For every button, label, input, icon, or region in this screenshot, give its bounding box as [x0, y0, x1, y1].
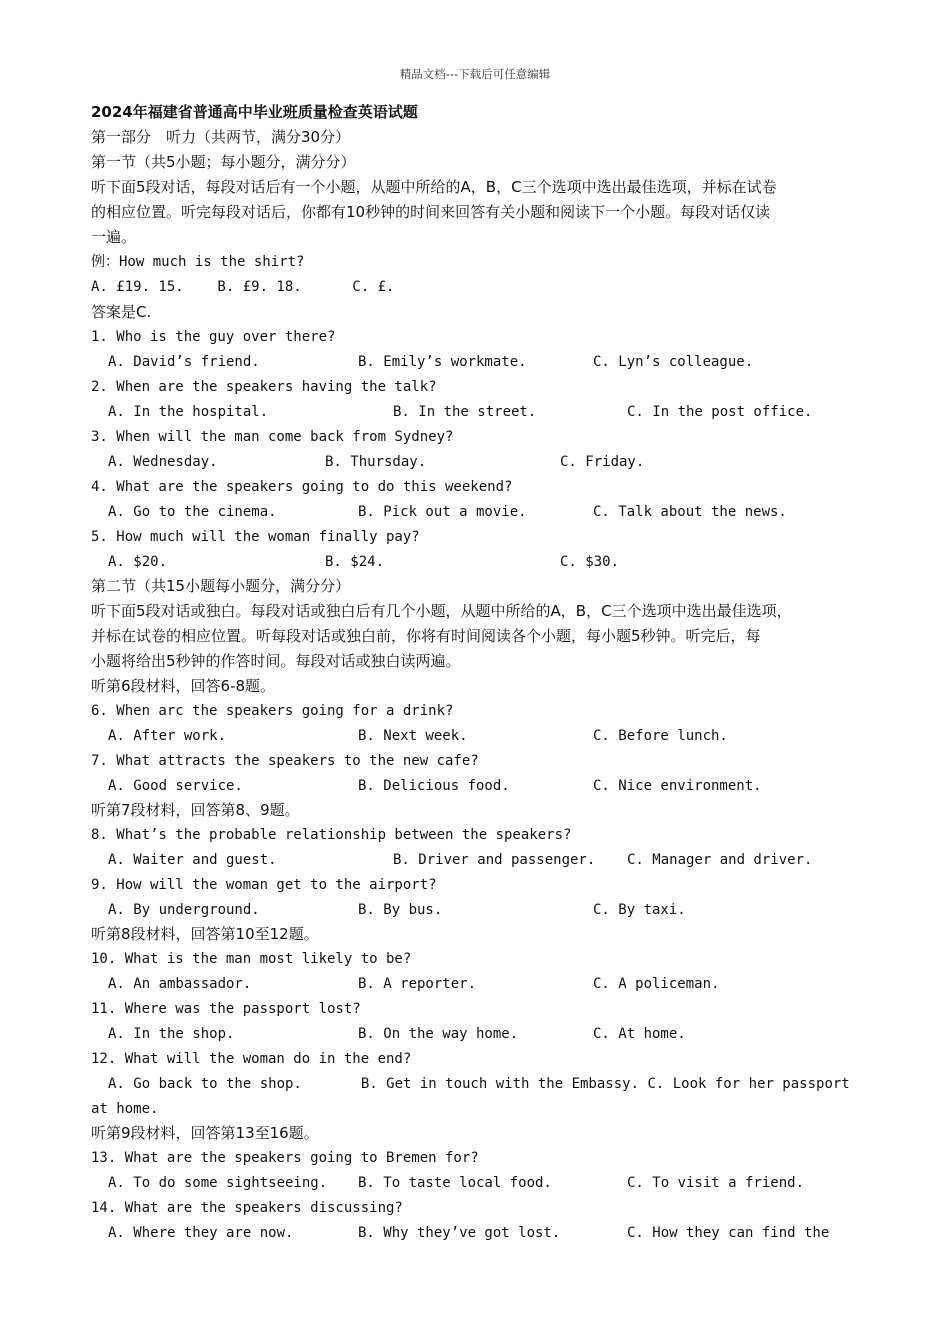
question-1: 1. Who is the guy over there?	[91, 329, 336, 345]
question-8: 8. What’s the probable relationship between the speakers?	[91, 827, 572, 843]
option-b: B. To taste local food.	[358, 1175, 552, 1191]
instruction-line: 听下面5段对话，每段对话后有一个小题，从题中所给的A，B，C三个选项中选出最佳选项，并标在试卷	[91, 178, 777, 196]
example-answer: 答案是C.	[91, 303, 152, 321]
option-c: C. By taxi.	[593, 902, 686, 918]
material-heading: 听第8段材料，回答第10至12题。	[91, 925, 319, 943]
option-c: C. Lyn’s colleague.	[593, 354, 754, 370]
option-b: B. Thursday.	[325, 454, 427, 470]
option-a: A. To do some sightseeing.	[108, 1175, 328, 1191]
option-b: B. By bus.	[358, 902, 443, 918]
options-line: A. Go back to the shop. B. Get in touch with the Embassy. C. Look for her passport	[108, 1076, 850, 1092]
instruction-line: 听下面5段对话或独白。每段对话或独白后有几个小题，从题中所给的A，B，C三个选项中选出最佳选项，	[91, 602, 792, 620]
option-c: C. Manager and driver.	[627, 852, 813, 868]
option-a: A. Good service.	[108, 778, 243, 794]
option-a: A. Wednesday.	[108, 454, 218, 470]
instruction-line: 的相应位置。听完每段对话后，你都有10秒钟的时间来回答有关小题和阅读下一个小题。每段对话仅读	[91, 203, 771, 221]
option-a: A. By underground.	[108, 902, 260, 918]
question-13: 13. What are the speakers going to Bremen for?	[91, 1150, 479, 1166]
option-c: C. Talk about the news.	[593, 504, 787, 520]
part-heading: 第一部分 听力（共两节，满分30分）	[91, 128, 351, 146]
option-a: A. In the hospital.	[108, 404, 269, 420]
question-2: 2. When are the speakers having the talk?	[91, 379, 437, 395]
document-title: 2024年福建省普通高中毕业班质量检查英语试题	[91, 103, 418, 121]
option-b: B. On the way home.	[358, 1026, 519, 1042]
question-6: 6. When arc the speakers going for a drink?	[91, 703, 454, 719]
option-b: B. Driver and passenger.	[393, 852, 596, 868]
section-heading: 第一节（共5小题；每小题分，满分分）	[91, 153, 356, 171]
page-header: 精品文档---下载后可任意编辑	[399, 67, 551, 81]
instruction-line: 小题将给出5秒钟的作答时间。每段对话或独白读两遍。	[91, 652, 461, 670]
instruction-line: 一遍。	[91, 228, 137, 246]
option-c: C. Friday.	[560, 454, 645, 470]
options-continuation: at home.	[91, 1101, 159, 1117]
option-b: B. Pick out a movie.	[358, 504, 527, 520]
option-c: C. $30.	[560, 554, 620, 570]
option-a: A. $20.	[108, 554, 168, 570]
option-b: B. In the street.	[393, 404, 537, 420]
question-5: 5. How much will the woman finally pay?	[91, 529, 420, 545]
section-heading: 第二节（共15小题每小题分，满分分）	[91, 577, 351, 595]
question-11: 11. Where was the passport lost?	[91, 1001, 361, 1017]
material-heading: 听第6段材料，回答6-8题。	[91, 677, 276, 695]
option-c: C. To visit a friend.	[627, 1175, 805, 1191]
material-heading: 听第9段材料，回答第13至16题。	[91, 1124, 319, 1142]
option-b: B. Next week.	[358, 728, 468, 744]
option-b: B. Why they’ve got lost.	[358, 1225, 561, 1241]
option-a: A. Where they are now.	[108, 1225, 294, 1241]
option-b: B. A reporter.	[358, 976, 477, 992]
option-c: C. In the post office.	[627, 404, 813, 420]
question-9: 9. How will the woman get to the airport?	[91, 877, 437, 893]
example-options: A. £19. 15. B. £9. 18. C. £.	[91, 279, 395, 295]
option-c: C. Nice environment.	[593, 778, 762, 794]
option-b: B. Delicious food.	[358, 778, 510, 794]
option-a: A. An ambassador.	[108, 976, 252, 992]
option-a: A. David’s friend.	[108, 354, 260, 370]
instruction-line: 并标在试卷的相应位置。听每段对话或独白前，你将有时间阅读各个小题，每小题5秒钟。听完后，每	[91, 627, 761, 645]
option-b: B. $24.	[325, 554, 385, 570]
option-c: C. Before lunch.	[593, 728, 728, 744]
option-c: C. How they can find the	[627, 1225, 830, 1241]
option-a: A. In the shop.	[108, 1026, 235, 1042]
option-b: B. Emily’s workmate.	[358, 354, 527, 370]
option-a: A. Waiter and guest.	[108, 852, 277, 868]
example-question: 例：How much is the shirt?	[91, 254, 305, 270]
material-heading: 听第7段材料，回答第8、9题。	[91, 801, 300, 819]
question-7: 7. What attracts the speakers to the new cafe?	[91, 753, 479, 769]
question-4: 4. What are the speakers going to do this weekend?	[91, 479, 513, 495]
question-14: 14. What are the speakers discussing?	[91, 1200, 403, 1216]
option-c: C. At home.	[593, 1026, 686, 1042]
option-c: C. A policeman.	[593, 976, 720, 992]
question-12: 12. What will the woman do in the end?	[91, 1051, 412, 1067]
question-3: 3. When will the man come back from Sydney?	[91, 429, 454, 445]
option-a: A. After work.	[108, 728, 227, 744]
question-10: 10. What is the man most likely to be?	[91, 951, 412, 967]
option-a: A. Go to the cinema.	[108, 504, 277, 520]
